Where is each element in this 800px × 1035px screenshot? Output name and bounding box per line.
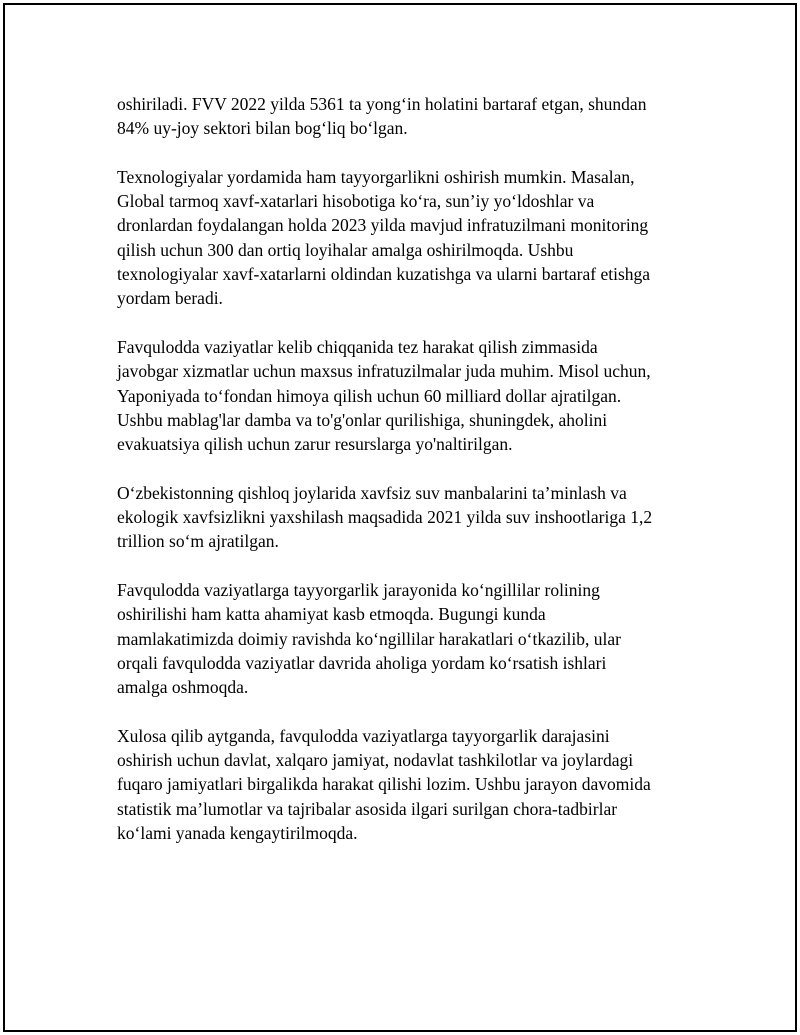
text-line: statistik ma’lumotlar va tajribalar asosida ilgari surilgan chora-tadbirlar <box>117 798 618 819</box>
text-line: evakuatsiya qilish uchun zarur resurslarga yo'naltirilgan. <box>117 434 513 455</box>
text-line: amalga oshmoqda. <box>117 677 249 698</box>
text-line: dronlardan foydalangan holda 2023 yilda mavjud infratuzilmani monitoring <box>117 215 649 236</box>
text-line: Yaponiyada to‘fondan himoya qilish uchun 60 milliard dollar ajratilgan. <box>117 385 622 406</box>
text-line: oshiriladi. FVV 2022 yilda 5361 ta yong‘in holatini bartaraf etgan, shundan <box>117 94 647 114</box>
text-line: oshirilishi ham katta ahamiyat kasb etmoqda. Bugungi kunda <box>117 604 546 625</box>
text-line: Favqulodda vaziyatlar kelib chiqqanida tez harakat qilish zimmasida <box>117 336 598 357</box>
text-line: yordam beradi. <box>117 288 223 309</box>
document-body <box>117 92 717 845</box>
text-line: oshirish uchun davlat, xalqaro jamiyat, nodavlat tashkilotlar va joylardagi <box>117 750 634 771</box>
text-line: O‘zbekistonning qishloq joylarida xavfsiz suv manbalarini ta’minlash va <box>117 482 627 503</box>
text-line: Global tarmoq xavf-xatarlari hisobotiga ko‘ra, sun’iy yo‘ldoshlar va <box>117 191 595 212</box>
paragraph-fire-statistics <box>117 92 717 141</box>
text-line: ekologik xavfsizlikni yaxshilash maqsadida 2021 yilda suv inshootlariga 1,2 <box>117 507 653 528</box>
text-line: Ushbu mablag'lar damba va to'g'onlar qurilishiga, shuningdek, aholini <box>117 409 608 430</box>
text-line: texnologiyalar xavf-xatarlarni oldindan kuzatishga va ularni bartaraf etishga <box>117 264 651 285</box>
paragraph-volunteers <box>117 578 717 699</box>
paragraph-technology <box>117 165 717 311</box>
text-line: qilish uchun 300 dan ortiq loyihalar amalga oshirilmoqda. Ushbu <box>117 239 574 260</box>
text-line: trillion so‘m ajratilgan. <box>117 531 279 552</box>
text-line: 84% uy-joy sektori bilan bog‘liq bo‘lgan. <box>117 118 408 139</box>
text-line: Texnologiyalar yordamida ham tayyorgarlikni oshirish mumkin. Masalan, <box>117 166 635 187</box>
paragraph-conclusion <box>117 724 717 845</box>
text-line: mamlakatimizda doimiy ravishda ko‘ngillilar harakatlari o‘tkazilib, ular <box>117 628 621 649</box>
text-line: Favqulodda vaziyatlarga tayyorgarlik jarayonida ko‘ngillilar rolining <box>117 579 600 600</box>
text-line: javobgar xizmatlar uchun maxsus infratuzilmalar juda muhim. Misol uchun, <box>117 361 651 382</box>
text-line: ko‘lami yanada kengaytirilmoqda. <box>117 822 358 843</box>
text-line: fuqaro jamiyatlari birgalikda harakat qilishi lozim. Ushbu jarayon davomida <box>117 774 651 795</box>
paragraph-water-safety <box>117 481 717 554</box>
text-line: Xulosa qilib aytganda, favqulodda vaziyatlarga tayyorgarlik darajasini <box>117 725 610 746</box>
paragraph-infrastructure <box>117 335 717 456</box>
text-line: orqali favqulodda vaziyatlar davrida aholiga yordam ko‘rsatish ishlari <box>117 652 607 673</box>
